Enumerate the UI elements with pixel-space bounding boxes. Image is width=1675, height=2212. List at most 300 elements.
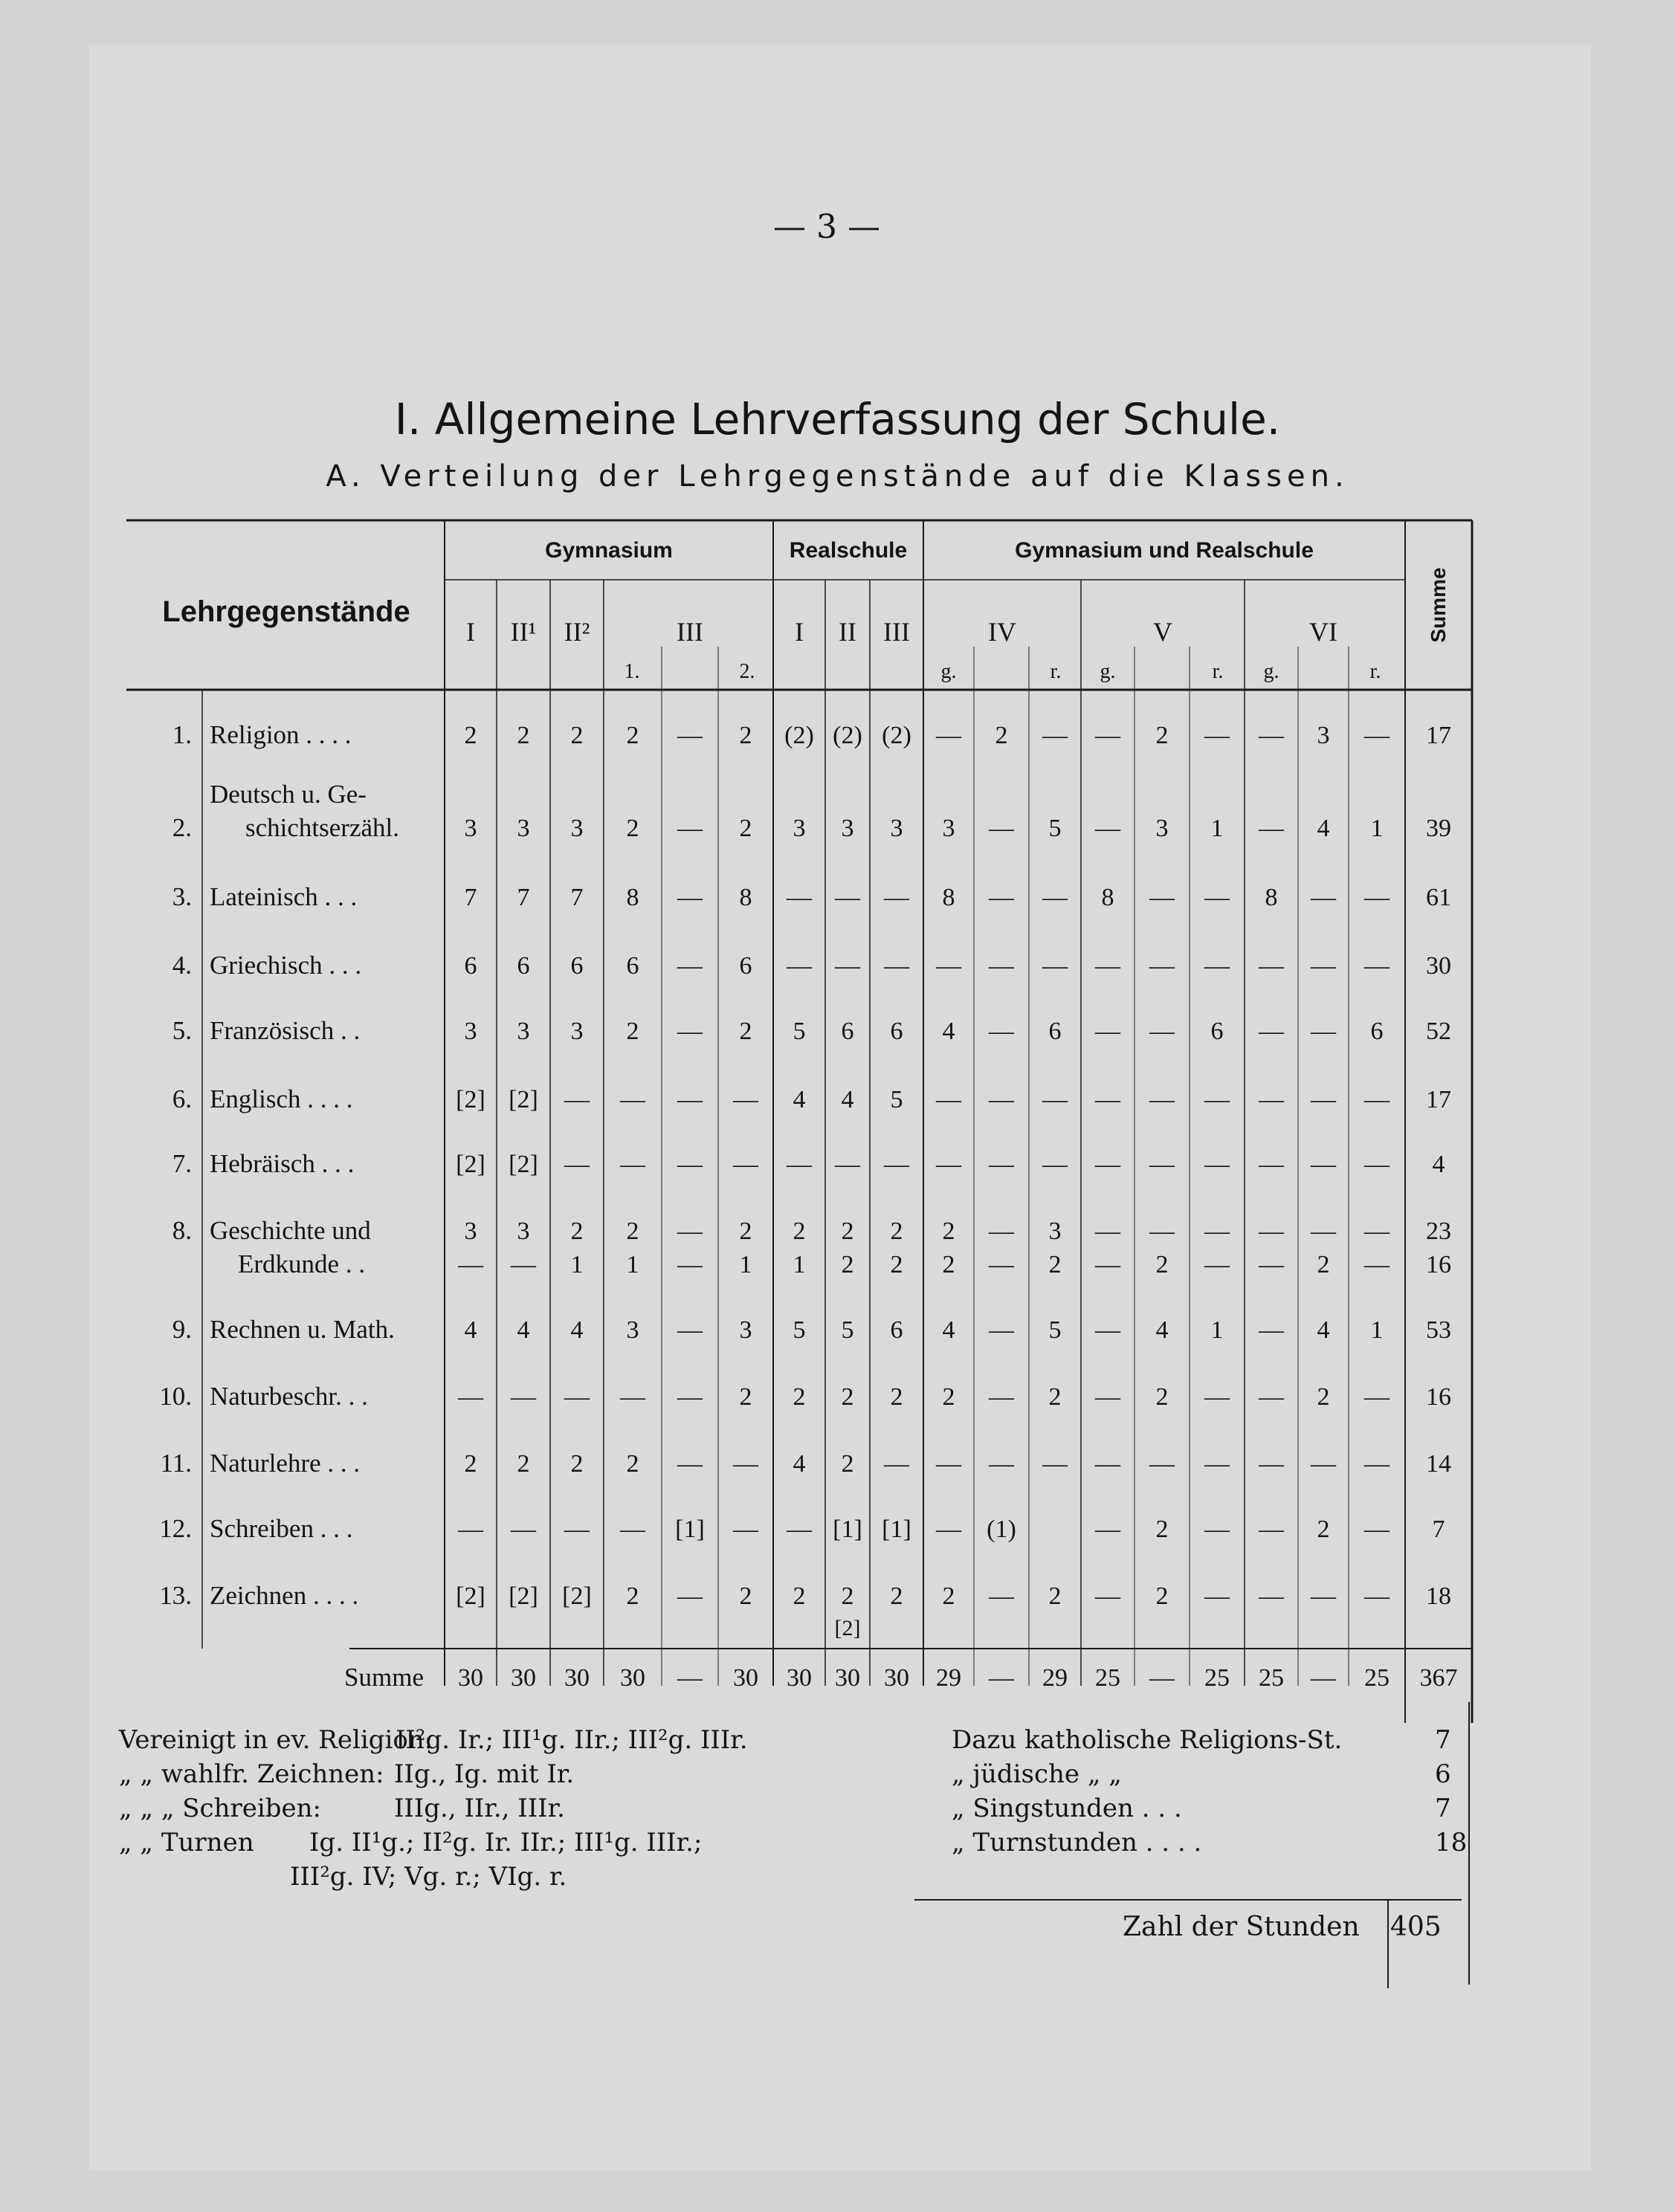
row-number: 7. — [172, 1149, 192, 1178]
table-cell: — — [787, 884, 812, 911]
table-cell: — — [677, 722, 703, 749]
table-cell: 2 — [626, 815, 639, 842]
table-cell: [2] — [456, 1151, 485, 1178]
table-cell: — — [1364, 1217, 1390, 1245]
table-cell: 2 — [1048, 1383, 1062, 1411]
table-cell: 2 — [1155, 1582, 1169, 1610]
row-subject: Erdkunde . . — [238, 1249, 366, 1278]
row-subject: Religion . . . . — [210, 720, 352, 749]
sum-row-cell: — — [989, 1664, 1014, 1692]
class-header: II² — [564, 617, 590, 647]
sum-header: Summe — [1427, 567, 1450, 643]
table-cell: 2 — [1048, 1582, 1062, 1610]
sub-header: r. — [1369, 660, 1381, 683]
row-sum: 17 — [1426, 1086, 1451, 1113]
table-cell: — — [1204, 952, 1230, 980]
table-cell: 8 — [739, 884, 752, 911]
row-number: 6. — [172, 1084, 192, 1113]
table-cell: [1] — [833, 1516, 862, 1543]
row-subject: Lateinisch . . . — [210, 882, 358, 911]
table-cell: — — [1259, 1516, 1284, 1543]
table-cell: — — [1259, 1018, 1284, 1045]
table-cell: 2 — [739, 722, 752, 749]
table-cell: (1) — [987, 1516, 1016, 1543]
table-cell: 5 — [793, 1316, 806, 1344]
sum-row-cell: — — [1149, 1664, 1175, 1692]
sub-header: 1. — [624, 660, 640, 683]
table-cell: — — [620, 1516, 645, 1543]
sub-header: 2. — [739, 660, 755, 683]
table-cell: — — [620, 1383, 645, 1411]
table-cell: — — [677, 1316, 703, 1344]
sum-row-cell: — — [677, 1664, 703, 1692]
note-label: „ „ „ Schreiben: — [119, 1794, 321, 1823]
page-number: — 3 — — [773, 208, 880, 246]
table-cell: 2 — [890, 1383, 903, 1411]
table-cell: — — [835, 952, 860, 980]
table-cell: — — [1149, 1018, 1175, 1045]
table-cell: — — [564, 1151, 590, 1178]
table-cell: — — [1259, 722, 1284, 749]
table-cell: 2 — [841, 1383, 854, 1411]
note-classes: IIg., Ig. mit Ir. — [394, 1759, 575, 1789]
table-cell: — — [1259, 1450, 1284, 1478]
class-header: I — [795, 617, 804, 647]
row-sum: 23 — [1426, 1217, 1451, 1245]
table-cell: 1 — [1210, 815, 1224, 842]
table-cell: — — [733, 1450, 758, 1478]
table-cell: 6 — [890, 1018, 903, 1045]
table-cell: 2 — [890, 1251, 903, 1278]
table-cell: 2 — [517, 722, 530, 749]
table-cell: [1] — [675, 1516, 705, 1543]
table-cell: 2 — [626, 1217, 639, 1245]
table-cell: — — [1204, 1217, 1230, 1245]
row-number: 1. — [172, 720, 192, 749]
table-cell: — — [884, 952, 909, 980]
row-number: 4. — [172, 951, 192, 980]
table-cell: — — [1311, 1151, 1336, 1178]
row-sum: 16 — [1426, 1383, 1451, 1411]
table-cell: — — [733, 1151, 758, 1178]
table-cell: 2 — [570, 722, 584, 749]
table-cell: — — [1149, 952, 1175, 980]
group-header: Realschule — [789, 538, 908, 563]
table-cell: 4 — [517, 1316, 530, 1344]
table-cell: — — [677, 815, 703, 842]
table-cell: 3 — [570, 815, 584, 842]
table-cell: 2 — [793, 1383, 806, 1411]
table-cell: 3 — [517, 1217, 530, 1245]
table-cell: — — [1364, 1151, 1390, 1178]
table-cell: 2 — [841, 1217, 854, 1245]
class-header: II — [839, 617, 856, 647]
class-header: II¹ — [510, 617, 537, 647]
table-cell: — — [1364, 1582, 1390, 1610]
table-cell: — — [1095, 1383, 1120, 1411]
table-cell: 3 — [1317, 722, 1330, 749]
table-cell: 3 — [517, 815, 530, 842]
table-cell: 2 — [841, 1450, 854, 1478]
group-header: Gymnasium — [545, 538, 673, 563]
table-cell: 2 — [890, 1582, 903, 1610]
table-cell: — — [936, 1151, 961, 1178]
table-cell: — — [1095, 1582, 1120, 1610]
table-cell: — — [677, 884, 703, 911]
table-cell: — — [1149, 1151, 1175, 1178]
table-cell: 2 — [995, 722, 1008, 749]
table-cell: — — [989, 1450, 1014, 1478]
subject-header: Lehrgegenstände — [162, 595, 410, 628]
table-cell: — — [677, 1018, 703, 1045]
table-cell: 2 — [942, 1383, 955, 1411]
table-cell: — — [835, 1151, 860, 1178]
table-cell: — — [989, 1151, 1014, 1178]
table-cell: 2 — [793, 1582, 806, 1610]
table-cell: 2 — [890, 1217, 903, 1245]
table-cell: 2 — [626, 1018, 639, 1045]
table-cell: 2 — [942, 1582, 955, 1610]
table-cell: — — [564, 1516, 590, 1543]
table-cell: 5 — [1048, 815, 1062, 842]
table-cell: 2 — [739, 1018, 752, 1045]
total-hours-value: 405 — [1390, 1912, 1442, 1942]
table-cell: — — [1042, 1151, 1068, 1178]
table-cell: 6 — [464, 952, 477, 980]
table-cell: — — [511, 1251, 536, 1278]
table-cell: — — [1095, 952, 1120, 980]
table-cell: 6 — [1048, 1018, 1062, 1045]
row-number: 5. — [172, 1016, 192, 1045]
row-sum: 39 — [1426, 815, 1451, 842]
table-cell: 8 — [942, 884, 955, 911]
class-header: I — [466, 617, 475, 647]
table-cell: — — [1095, 1217, 1120, 1245]
row-sum: 61 — [1426, 884, 1451, 911]
row-subject-cont: schichtserzähl. — [245, 813, 399, 842]
table-cell: — — [1311, 952, 1336, 980]
class-header: V — [1153, 617, 1172, 647]
page-subtitle: A. Verteilung der Lehrgegenstände auf die Klassen. — [326, 459, 1349, 494]
table-cell: — — [620, 1151, 645, 1178]
table-cell: 2 — [464, 1450, 477, 1478]
row-number: 11. — [160, 1449, 192, 1478]
table-cell: — — [1364, 1086, 1390, 1113]
table-cell: 7 — [517, 884, 530, 911]
table-cell: 6 — [1370, 1018, 1384, 1045]
table-cell: 4 — [942, 1018, 955, 1045]
table-cell: — — [989, 884, 1014, 911]
table-cell: 1 — [626, 1251, 639, 1278]
class-header: III — [677, 617, 703, 647]
sum-row-cell: 30 — [511, 1664, 536, 1692]
table-cell: — — [733, 1516, 758, 1543]
table-cell: 4 — [793, 1086, 806, 1113]
row-subject: Naturlehre . . . — [210, 1449, 361, 1478]
row-sum: 17 — [1426, 722, 1451, 749]
table-cell: — — [1311, 1582, 1336, 1610]
table-cell: — — [989, 1582, 1014, 1610]
table-cell: 7 — [464, 884, 477, 911]
table-cell: 2 — [942, 1251, 955, 1278]
table-cell: — — [936, 1450, 961, 1478]
table-cell: 1 — [1210, 1316, 1224, 1344]
note-label: „ „ wahlfr. Zeichnen: — [119, 1759, 384, 1789]
sum-row-cell: 30 — [733, 1664, 758, 1692]
table-cell: — — [835, 884, 860, 911]
table-cell: 3 — [1155, 815, 1169, 842]
extra-lesson-label: „ Singstunden . . . — [952, 1794, 1182, 1823]
table-cell: — — [1095, 1516, 1120, 1543]
note-label: Vereinigt in ev. Religion: — [119, 1725, 433, 1755]
table-cell: — — [564, 1086, 590, 1113]
row-number: 9. — [172, 1315, 192, 1344]
row-subject: Rechnen u. Math. — [210, 1315, 395, 1344]
table-cell: [2] — [562, 1582, 592, 1610]
page-title: I. Allgemeine Lehrverfassung der Schule. — [394, 394, 1281, 444]
table-cell: — — [1311, 884, 1336, 911]
table-cell: — — [1311, 1086, 1336, 1113]
table-cell: 8 — [1101, 884, 1114, 911]
total-divider — [1387, 1899, 1389, 1988]
table-cell: — — [677, 1151, 703, 1178]
total-hours-label: Zahl der Stunden — [1123, 1912, 1360, 1942]
row-subject: Hebräisch . . . — [210, 1149, 355, 1178]
table-cell: 3 — [626, 1316, 639, 1344]
table-cell: — — [1259, 815, 1284, 842]
table-cell: 2 — [1155, 1383, 1169, 1411]
table-cell: 2 — [1317, 1516, 1330, 1543]
table-cell: — — [787, 1516, 812, 1543]
table-cell: [2] — [456, 1086, 485, 1113]
table-cell: 2 — [1317, 1383, 1330, 1411]
table-cell: — — [1204, 1582, 1230, 1610]
table-cell: 2 — [739, 1582, 752, 1610]
table-cell: 2 — [570, 1450, 584, 1478]
class-header: VI — [1309, 617, 1337, 647]
table-cell: — — [620, 1086, 645, 1113]
table-cell: — — [1095, 815, 1120, 842]
table-cell: [2] — [509, 1582, 538, 1610]
note-label: „ „ Turnen — [119, 1828, 254, 1857]
table-cell: 4 — [1317, 1316, 1330, 1344]
sum-row-cell: — — [1311, 1664, 1336, 1692]
table-cell: 2 — [739, 815, 752, 842]
table-cell: — — [1042, 722, 1068, 749]
table-cell: 6 — [739, 952, 752, 980]
sum-row-label: Summe — [344, 1663, 424, 1692]
table-cell: — — [989, 952, 1014, 980]
table-cell: 4 — [942, 1316, 955, 1344]
table-cell: 3 — [890, 815, 903, 842]
table-cell: 3 — [464, 815, 477, 842]
table-cell: 6 — [626, 952, 639, 980]
table-cell: — — [989, 1383, 1014, 1411]
extra-lesson-label: „ Turnstunden . . . . — [952, 1828, 1202, 1857]
row-sum: 18 — [1426, 1582, 1451, 1610]
table-cell: 6 — [517, 952, 530, 980]
table-cell: 2 — [942, 1217, 955, 1245]
table-cell: — — [677, 1383, 703, 1411]
table-cell: 2 — [1317, 1251, 1330, 1278]
sub-header: g. — [1100, 660, 1116, 683]
table-cell: 2 — [793, 1217, 806, 1245]
total-rule — [914, 1899, 1462, 1901]
row-sum: 52 — [1426, 1018, 1451, 1045]
table-cell: 3 — [464, 1018, 477, 1045]
table-cell: — — [1204, 1151, 1230, 1178]
table-cell: 1 — [793, 1251, 806, 1278]
table-cell: 2 — [1155, 1251, 1169, 1278]
table-cell: — — [1259, 1582, 1284, 1610]
row-number: 12. — [159, 1514, 192, 1543]
table-cell: — — [989, 1086, 1014, 1113]
table-cell: [2] — [509, 1151, 538, 1178]
table-cell: 2 — [739, 1217, 752, 1245]
sum-row-cell: 30 — [620, 1664, 645, 1692]
table-cell: — — [936, 1086, 961, 1113]
table-cell: 6 — [570, 952, 584, 980]
table-cell: 2 — [1155, 722, 1169, 749]
row-subject: Schreiben . . . — [210, 1514, 353, 1543]
extra-lesson-value: 7 — [1435, 1794, 1451, 1823]
table-cell: (2) — [833, 722, 862, 749]
table-cell: 3 — [793, 815, 806, 842]
table-cell: 5 — [890, 1086, 903, 1113]
table-cell: 4 — [841, 1086, 854, 1113]
sum-row-cell: 25 — [1259, 1664, 1284, 1692]
table-cell: — — [989, 1316, 1014, 1344]
table-cell: 5 — [793, 1018, 806, 1045]
table-cell: — — [787, 1151, 812, 1178]
table-cell: — — [787, 952, 812, 980]
table-cell: — — [884, 1151, 909, 1178]
table-cell: 2 — [1048, 1251, 1062, 1278]
table-cell: — — [458, 1383, 483, 1411]
row-sum: 14 — [1426, 1450, 1451, 1478]
table-cell: — — [1095, 1018, 1120, 1045]
table-cell: 1 — [1370, 815, 1384, 842]
table-cell: — — [1364, 884, 1390, 911]
table-cell: — — [1364, 1516, 1390, 1543]
table-cell: — — [1095, 1450, 1120, 1478]
sum-row-cell: 29 — [1042, 1664, 1068, 1692]
extra-lesson-label: „ jüdische „ „ — [952, 1759, 1122, 1789]
notes-divider — [1468, 1702, 1470, 1985]
table-cell: — — [1204, 884, 1230, 911]
table-cell: — — [677, 1582, 703, 1610]
row-subject: Zeichnen . . . . — [210, 1581, 359, 1610]
table-cell: — — [936, 722, 961, 749]
table-cell: — — [1364, 1251, 1390, 1278]
table-cell: — — [989, 1251, 1014, 1278]
sum-row-cell: 30 — [884, 1664, 909, 1692]
table-cell: 4 — [1317, 815, 1330, 842]
table-cell: 7 — [570, 884, 584, 911]
table-cell: — — [1095, 1316, 1120, 1344]
table-cell: 3 — [739, 1316, 752, 1344]
table-cell: — — [1095, 1086, 1120, 1113]
sub-header: g. — [1263, 660, 1279, 683]
row-sum: 53 — [1426, 1316, 1451, 1344]
table-cell: — — [884, 884, 909, 911]
table-cell: — — [1204, 1086, 1230, 1113]
row-subject: Griechisch . . . — [210, 951, 362, 980]
note-classes: IIIg., IIr., IIIr. — [394, 1794, 565, 1823]
table-cell: [2] — [456, 1582, 485, 1610]
table-cell: — — [1311, 1450, 1336, 1478]
table-cell: 3 — [841, 815, 854, 842]
note-classes: III²g. IV; Vg. r.; VIg. r. — [290, 1862, 567, 1892]
row-sum: 4 — [1432, 1151, 1445, 1178]
sum-row-cell: 30 — [787, 1664, 812, 1692]
table-cell: — — [1364, 1383, 1390, 1411]
table-cell: — — [1204, 1251, 1230, 1278]
table-cell: 8 — [626, 884, 639, 911]
table-cell: 5 — [841, 1316, 854, 1344]
table-cell: — — [989, 1018, 1014, 1045]
table-cell: — — [884, 1450, 909, 1478]
row-sum: 16 — [1426, 1251, 1451, 1278]
row-number: 2. — [172, 813, 192, 842]
table-cell: — — [1311, 1217, 1336, 1245]
sum-row-cell: 30 — [458, 1664, 483, 1692]
table-cell: 1 — [739, 1251, 752, 1278]
table-cell: — — [1149, 1450, 1175, 1478]
group-header: Gymnasium und Realschule — [1015, 538, 1314, 563]
table-cell: — — [989, 815, 1014, 842]
row-number: 3. — [172, 882, 192, 911]
table-cell-extra: [2] — [834, 1616, 861, 1640]
table-cell: — — [733, 1086, 758, 1113]
sum-row-cell: 29 — [936, 1664, 961, 1692]
sub-header: r. — [1212, 660, 1224, 683]
table-cell: 2 — [841, 1251, 854, 1278]
sub-header: g. — [940, 660, 957, 683]
extra-lesson-value: 18 — [1435, 1828, 1468, 1857]
table-cell: — — [1204, 1383, 1230, 1411]
table-cell: — — [458, 1516, 483, 1543]
table-cell: — — [1259, 1383, 1284, 1411]
table-cell: — — [1204, 722, 1230, 749]
table-cell: 3 — [517, 1018, 530, 1045]
table-cell: — — [936, 1516, 961, 1543]
table-cell: 2 — [739, 1383, 752, 1411]
table-cell: — — [1149, 884, 1175, 911]
table-cell: [1] — [882, 1516, 911, 1543]
sub-header: r. — [1050, 660, 1062, 683]
row-number: 13. — [159, 1581, 192, 1610]
grand-total: 367 — [1419, 1664, 1458, 1692]
table-cell: — — [1204, 1516, 1230, 1543]
note-classes: II²g. Ir.; III¹g. IIr.; III²g. IIIr. — [396, 1725, 748, 1755]
table-cell: 4 — [464, 1316, 477, 1344]
table-cell: 1 — [570, 1251, 584, 1278]
table-cell: — — [1095, 722, 1120, 749]
table-cell: — — [511, 1383, 536, 1411]
table-cell: 2 — [517, 1450, 530, 1478]
table-cell: — — [677, 952, 703, 980]
table-cell: — — [1042, 1450, 1068, 1478]
table-cell: — — [1259, 952, 1284, 980]
table-cell: — — [1364, 1450, 1390, 1478]
sum-row-cell: 25 — [1204, 1664, 1230, 1692]
table-cell: — — [1364, 722, 1390, 749]
row-subject: Französisch . . — [210, 1016, 361, 1045]
table-cell: — — [1149, 1217, 1175, 1245]
table-cell: — — [1095, 1151, 1120, 1178]
table-cell: — — [677, 1450, 703, 1478]
